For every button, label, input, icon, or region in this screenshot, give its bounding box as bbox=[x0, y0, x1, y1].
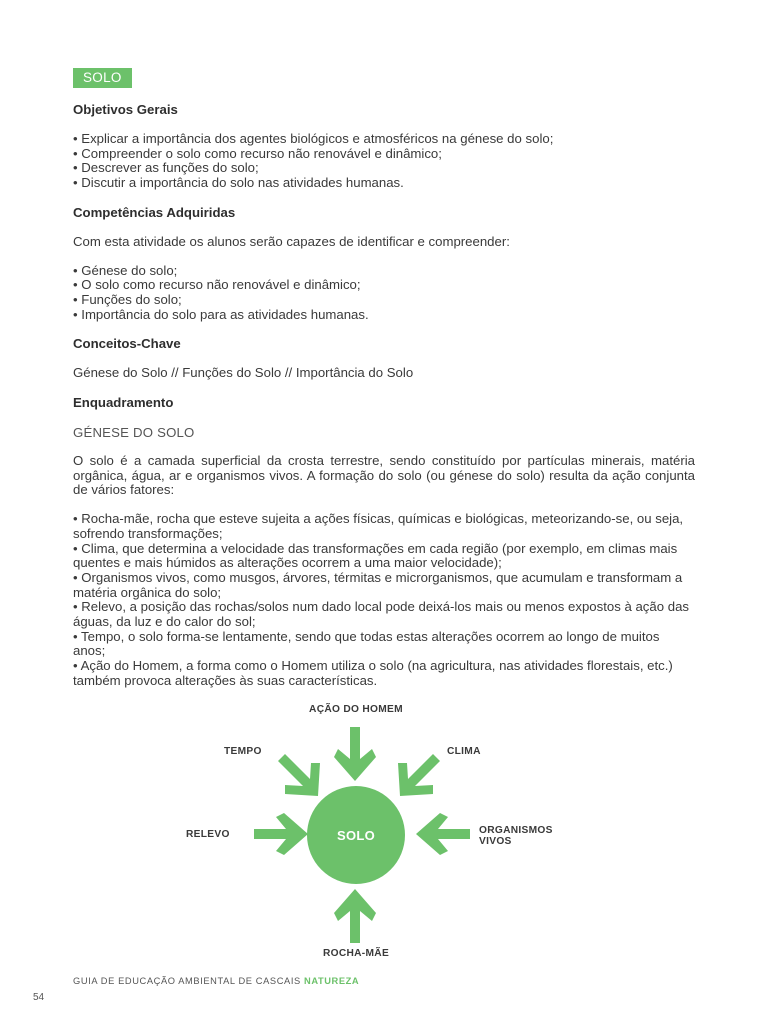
label-bottom: ROCHA-MÃE bbox=[322, 948, 390, 959]
arrow-top-right bbox=[398, 754, 440, 796]
enquadramento-heading: Enquadramento bbox=[73, 395, 174, 411]
factors-list bbox=[73, 512, 695, 688]
label-left: RELEVO bbox=[186, 829, 230, 840]
arrow-right bbox=[416, 813, 470, 855]
center-label: SOLO bbox=[336, 828, 376, 843]
list-item: • Discutir a importância do solo nas atividades humanas. bbox=[73, 176, 695, 191]
label-top: AÇÃO DO HOMEM bbox=[309, 704, 403, 715]
list-item: • Relevo, a posição das rochas/solos num dado local pode deixá-los mais ou menos expostos à ação das águas, da luz e do calor do sol; bbox=[73, 600, 695, 629]
label-right-1: ORGANISMOS bbox=[479, 825, 553, 836]
enquadramento-paragraph: O solo é a camada superficial da crosta terrestre, sendo constituído por partículas minerais, matéria orgânica, água, ar e organismos vivos. A formação do solo (ou génese do solo) resulta da ação conjunta de vários fatores: bbox=[73, 453, 695, 498]
list-item: • Explicar a importância dos agentes biológicos e atmosféricos na génese do solo; bbox=[73, 132, 695, 147]
page-number: 54 bbox=[33, 992, 45, 1003]
label-top-right: CLIMA bbox=[447, 746, 481, 757]
list-item: • Tempo, o solo forma-se lentamente, sendo que todas estas alterações ocorrem ao longo de muitos anos; bbox=[73, 630, 695, 659]
footer-accent: NATUREZA bbox=[304, 976, 360, 986]
list-item: • Importância do solo para as atividades humanas. bbox=[73, 308, 695, 323]
list-item: • O solo como recurso não renovável e dinâmico; bbox=[73, 278, 695, 293]
objetivos-heading: Objetivos Gerais bbox=[73, 102, 178, 117]
competencias-list bbox=[73, 264, 695, 323]
list-item: • Descrever as funções do solo; bbox=[73, 161, 695, 176]
soil-formation-diagram bbox=[170, 697, 570, 965]
list-item: • Organismos vivos, como musgos, árvores, térmitas e microrganismos, que acumulam e transformam a matéria orgânica do solo; bbox=[73, 571, 695, 600]
competencias-intro: Com esta atividade os alunos serão capazes de identificar e compreender: bbox=[73, 233, 510, 249]
list-item: • Clima, que determina a velocidade das transformações em cada região (por exemplo, em climas mais quentes e mais húmidos as alterações ocorrem a uma maior velocidade); bbox=[73, 542, 695, 571]
arrow-top bbox=[334, 727, 376, 781]
conceitos-heading: Conceitos-Chave bbox=[73, 336, 181, 352]
section-tag: SOLO bbox=[73, 68, 132, 88]
competencias-heading: Competências Adquiridas bbox=[73, 204, 236, 220]
arrow-left bbox=[254, 813, 308, 855]
label-top-left: TEMPO bbox=[224, 746, 262, 757]
list-item: • Funções do solo; bbox=[73, 293, 695, 308]
footer bbox=[73, 976, 359, 986]
list-item: • Génese do solo; bbox=[73, 264, 695, 279]
arrow-bottom bbox=[334, 889, 376, 943]
conceitos-text: Génese do Solo // Funções do Solo // Importância do Solo bbox=[73, 365, 414, 381]
arrow-top-left bbox=[278, 754, 320, 796]
objetivos-list bbox=[73, 132, 695, 191]
footer-text: GUIA DE EDUCAÇÃO AMBIENTAL DE CASCAIS bbox=[73, 976, 304, 986]
list-item: • Rocha-mãe, rocha que esteve sujeita a ações físicas, químicas e biológicas, meteorizando-se, ou seja, sofrendo transformações; bbox=[73, 512, 695, 541]
label-right-2: VIVOS bbox=[479, 836, 512, 847]
page-content bbox=[73, 68, 695, 689]
enquadramento-subheading: GÉNESE DO SOLO bbox=[73, 425, 195, 441]
list-item: • Ação do Homem, a forma como o Homem utiliza o solo (na agricultura, nas atividades florestais, etc.) também provoca alterações às suas características. bbox=[73, 659, 695, 688]
list-item: • Compreender o solo como recurso não renovável e dinâmico; bbox=[73, 147, 695, 162]
